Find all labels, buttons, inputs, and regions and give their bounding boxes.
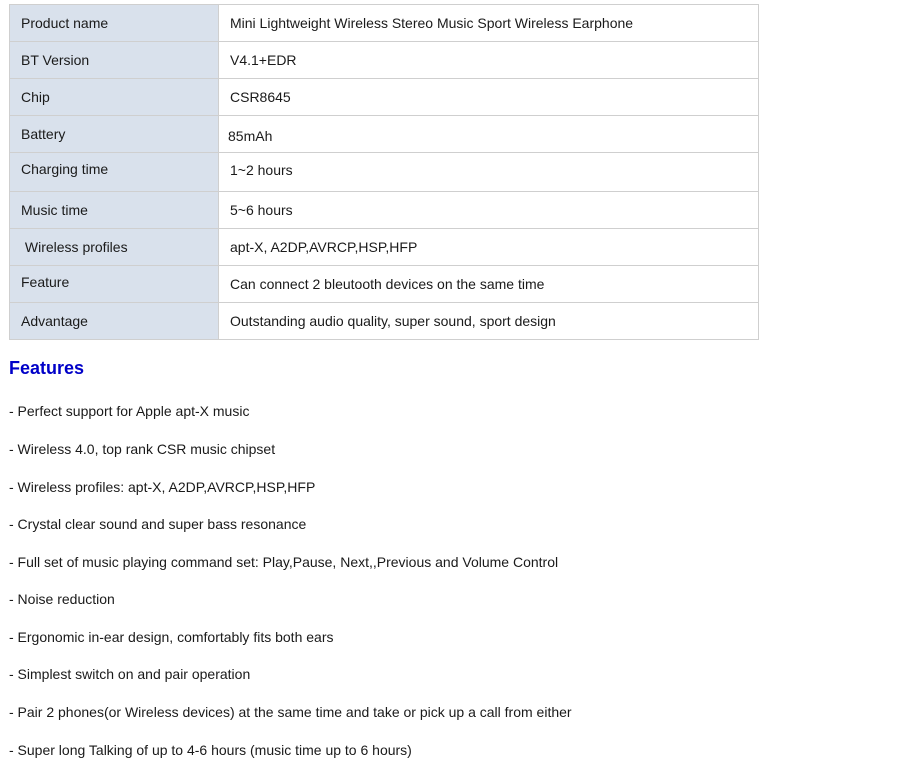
spec-value: Outstanding audio quality, super sound, sport design xyxy=(219,303,759,340)
spec-row-chip xyxy=(10,79,759,116)
spec-row-charging-time xyxy=(10,153,759,192)
spec-row-battery xyxy=(10,116,759,153)
spec-label: Battery xyxy=(10,116,219,153)
spec-row-feature xyxy=(10,266,759,303)
spec-value: V4.1+EDR xyxy=(219,42,759,79)
features-heading: Features xyxy=(9,358,85,378)
spec-value: CSR8645 xyxy=(219,79,759,116)
feature-item: - Noise reduction xyxy=(9,591,115,607)
feature-item: - Ergonomic in-ear design, comfortably fits both ears xyxy=(9,629,334,645)
spec-value: 1~2 hours xyxy=(219,153,759,192)
spec-value: Mini Lightweight Wireless Stereo Music Sport Wireless Earphone xyxy=(219,5,759,42)
feature-item: - Wireless 4.0, top rank CSR music chipset xyxy=(9,441,276,457)
feature-item: - Full set of music playing command set: Play,Pause, Next,,Previous and Volume Control xyxy=(9,554,559,570)
feature-item: - Super long Talking of up to 4-6 hours (music time up to 6 hours) xyxy=(9,742,412,758)
spec-label: Charging time xyxy=(10,153,219,192)
spec-value: Can connect 2 bleutooth devices on the same time xyxy=(219,266,759,303)
spec-row-bt-version xyxy=(10,42,759,79)
spec-label: Music time xyxy=(10,192,219,229)
feature-item: - Perfect support for Apple apt-X music xyxy=(9,403,250,419)
spec-row-product-name xyxy=(10,5,759,42)
feature-item: - Simplest switch on and pair operation xyxy=(9,666,251,682)
feature-item: - Pair 2 phones(or Wireless devices) at the same time and take or pick up a call from either xyxy=(9,704,572,720)
spec-row-wireless-profiles xyxy=(10,229,759,266)
spec-label: Advantage xyxy=(10,303,219,340)
spec-label: Feature xyxy=(10,266,219,303)
spec-label: Chip xyxy=(10,79,219,116)
spec-value: apt-X, A2DP,AVRCP,HSP,HFP xyxy=(219,229,759,266)
spec-value: 5~6 hours xyxy=(219,192,759,229)
spec-value: 85mAh xyxy=(219,116,759,153)
spec-label: Product name xyxy=(10,5,219,42)
feature-item: - Wireless profiles: apt-X, A2DP,AVRCP,HSP,HFP xyxy=(9,479,316,495)
spec-row-music-time xyxy=(10,192,759,229)
feature-item: - Crystal clear sound and super bass resonance xyxy=(9,516,307,532)
spec-table xyxy=(9,4,759,340)
spec-row-advantage xyxy=(10,303,759,340)
spec-label: Wireless profiles xyxy=(10,229,219,266)
spec-label: BT Version xyxy=(10,42,219,79)
